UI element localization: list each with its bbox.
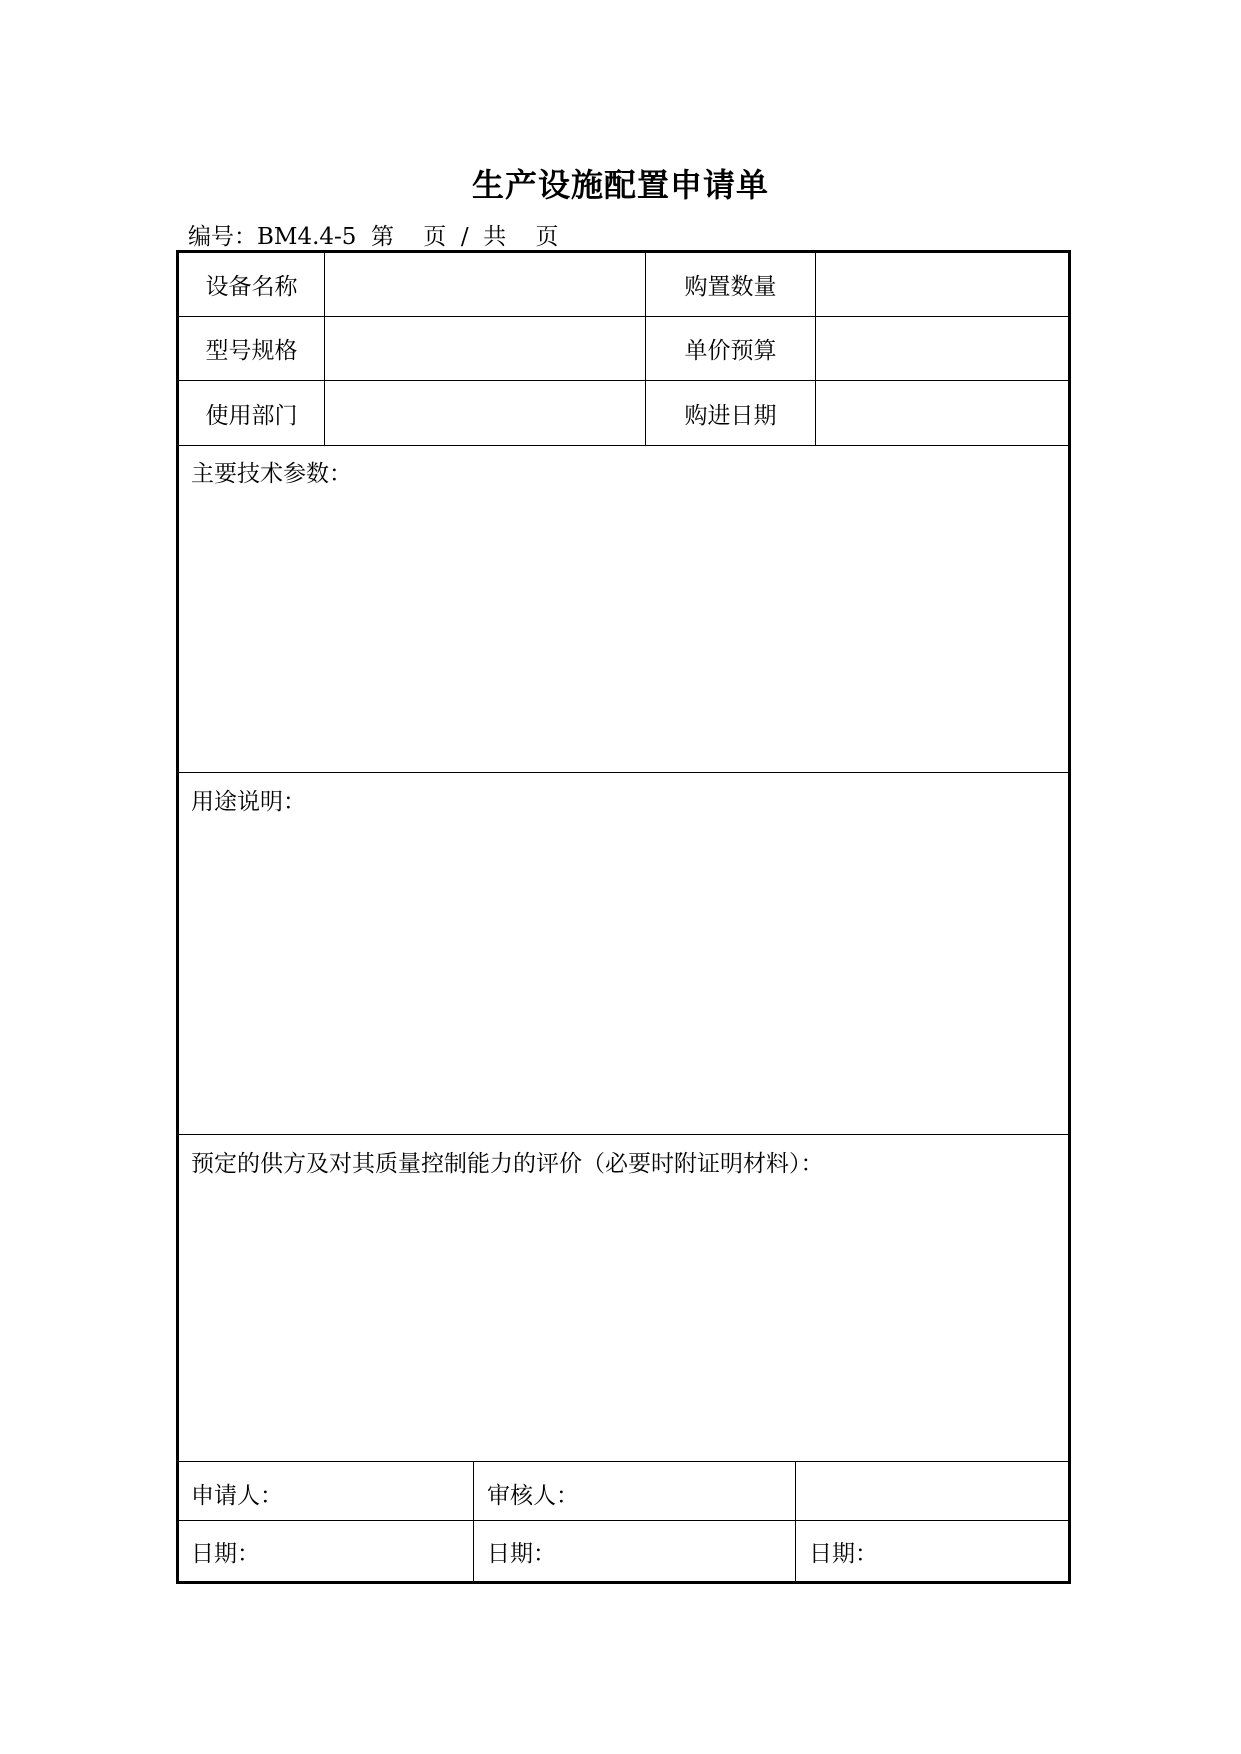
row-divider: [179, 1520, 1068, 1521]
equipment-name-label: 设备名称: [205, 274, 298, 300]
purchase-date-label: 购进日期: [684, 402, 777, 429]
applicant-date-label: 日期：: [191, 1541, 260, 1567]
model-spec-field[interactable]: [325, 317, 645, 380]
supplier-evaluation-label: 预定的供方及对其质量控制能力的评价（必要时附证明材料）：: [191, 1151, 824, 1177]
row-divider: [179, 445, 1068, 446]
using-department-field[interactable]: [325, 381, 645, 445]
purchase-quantity-label: 购置数量: [684, 274, 777, 300]
using-department-label: 使用部门: [205, 402, 298, 429]
application-form-table: [176, 250, 1071, 1584]
tech-params-label: 主要技术参数：: [191, 461, 352, 487]
model-spec-label: 型号规格: [205, 338, 298, 364]
approver-date-label: 日期：: [809, 1541, 878, 1567]
column-divider: [473, 1461, 474, 1581]
usage-label: 用途说明：: [191, 789, 306, 815]
applicant-label: 申请人：: [191, 1483, 283, 1509]
unit-price-budget-field[interactable]: [816, 317, 1068, 380]
document-number-line: 编号：BM4.4-5 第 页 / 共 页: [188, 224, 559, 250]
tech-params-field[interactable]: [179, 489, 1068, 771]
usage-field[interactable]: [179, 817, 1068, 1133]
section-divider: [179, 1134, 1068, 1135]
page-title: 生产设施配置申请单: [471, 166, 769, 204]
unit-price-budget-label: 单价预算: [684, 338, 777, 364]
equipment-name-field[interactable]: [325, 253, 645, 316]
purchase-date-field[interactable]: [816, 381, 1068, 445]
supplier-evaluation-field[interactable]: [179, 1179, 1068, 1459]
section-divider: [179, 772, 1068, 773]
purchase-quantity-field[interactable]: [816, 253, 1068, 316]
reviewer-date-label: 日期：: [487, 1541, 556, 1567]
approver-field[interactable]: [796, 1462, 1068, 1520]
reviewer-label: 审核人：: [487, 1483, 579, 1509]
